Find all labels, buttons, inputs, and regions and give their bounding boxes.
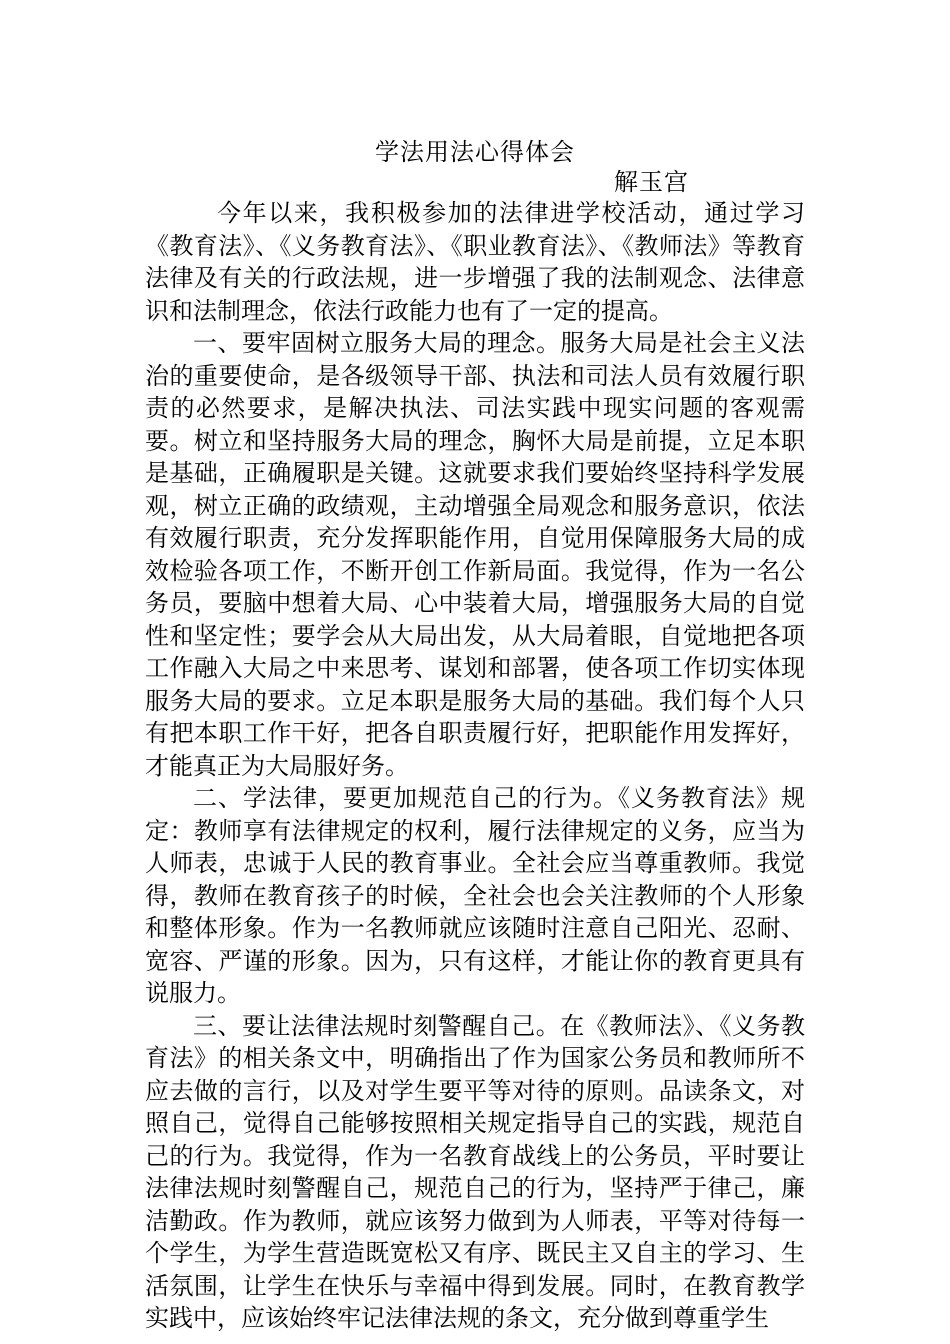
document-body [145,197,805,1335]
author-name: 解玉宫 [614,168,689,196]
paragraph-section-3: 三、要让法律法规时刻警醒自己。在《教师法》、《义务教育法》的相关条文中，明确指出了作为国家公务员和教师所不应去做的言行，以及对学生要平等对待的原则。品读条文，对照自己，觉得自己能够按照相关规定指导自己的实践，规范自己的行为。我觉得，作为一名教育战线上的公务员，平时要让法律法规时刻警醒自己，规范自己的行为，坚持严于律己，廉洁勤政。作为教师，就应该努力做到为人师表，平等对待每一个学生，为学生营造既宽松又有序、既民主又自主的学习、生活氛围，让学生在快乐与幸福中得到发展。同时，在教育教学实践中，应该始终牢记法律法规的条文，充分做到尊重学生 [145,1011,805,1332]
document-title: 学法用法心得体会 [375,138,575,166]
paragraph-section-1: 一、要牢固树立服务大局的理念。服务大局是社会主义法治的重要使命，是各级领导干部、执法和司法人员有效履行职责的必然要求，是解决执法、司法实践中现实问题的客观需要。树立和坚持服务大局的理念，胸怀大局是前提，立足本职是基础，正确履职是关键。这就要求我们要始终坚持科学发展观，树立正确的政绩观，主动增强全局观念和服务意识，依法有效履行职责，充分发挥职能作用，自觉用保障服务大局的成效检验各项工作，不断开创工作新局面。我觉得，作为一名公务员，要脑中想着大局、心中装着大局，增强服务大局的自觉性和坚定性；要学会从大局出发，从大局着眼，自觉地把各项工作融入大局之中来思考、谋划和部署，使各项工作切实体现服务大局的要求。立足本职是服务大局的基础。我们每个人只有把本职工作干好，把各自职责履行好，把职能作用发挥好，才能真正为大局服好务。 [145,329,805,780]
paragraph-intro: 今年以来，我积极参加的法律进学校活动，通过学习《教育法》、《义务教育法》、《职业教育法》、《教师法》等教育法律及有关的行政法规，进一步增强了我的法制观念、法律意识和法制理念，依法行政能力也有了一定的提高。 [145,199,805,325]
paragraph-section-2: 二、学法律，要更加规范自己的行为。《义务教育法》规定：教师享有法律规定的权利，履行法律规定的义务，应当为人师表，忠诚于人民的教育事业。全社会应当尊重教师。我觉得，教师在教育孩子的时候，全社会也会关注教师的个人形象和整体形象。作为一名教师就应该随时注意自己阳光、忍耐、宽容、严谨的形象。因为，只有这样，才能让你的教育更具有说服力。 [145,784,805,1007]
